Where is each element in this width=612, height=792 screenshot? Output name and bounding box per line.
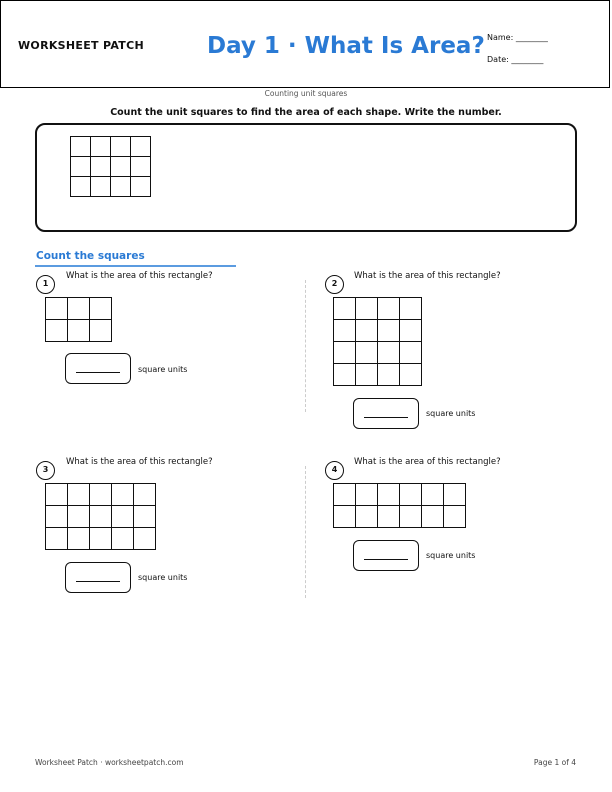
footer-source: Worksheet Patch · worksheetpatch.com bbox=[35, 758, 184, 767]
unit-square bbox=[355, 363, 378, 386]
unit-square bbox=[67, 505, 90, 528]
unit-square bbox=[70, 156, 91, 177]
unit-square bbox=[67, 483, 90, 506]
page-title: Day 1 · What Is Area? bbox=[207, 33, 485, 59]
example-grid bbox=[70, 136, 154, 199]
unit-square bbox=[111, 505, 134, 528]
problem-question: What is the area of this rectangle? bbox=[66, 271, 213, 281]
answer-blank bbox=[76, 581, 120, 582]
column-divider bbox=[305, 280, 306, 412]
problem-number-badge: 3 bbox=[36, 461, 55, 480]
unit-square bbox=[89, 527, 112, 550]
unit-square bbox=[89, 483, 112, 506]
unit-square bbox=[443, 505, 466, 528]
problem-question: What is the area of this rectangle? bbox=[354, 457, 501, 467]
unit-square bbox=[90, 136, 111, 157]
units-label: square units bbox=[426, 409, 476, 418]
unit-square bbox=[90, 176, 111, 197]
unit-square bbox=[133, 483, 156, 506]
footer-page-number: Page 1 of 4 bbox=[533, 758, 576, 767]
units-label: square units bbox=[138, 573, 188, 582]
unit-square bbox=[355, 505, 378, 528]
problem-question: What is the area of this rectangle? bbox=[66, 457, 213, 467]
unit-square bbox=[67, 319, 90, 342]
brand-name: WORKSHEET PATCH bbox=[18, 39, 144, 52]
name-field-label: Name: ________ bbox=[487, 33, 548, 42]
unit-square bbox=[89, 319, 112, 342]
unit-square bbox=[67, 527, 90, 550]
unit-square bbox=[399, 363, 422, 386]
worksheet-header bbox=[0, 0, 610, 88]
unit-square bbox=[443, 483, 466, 506]
problem-grid bbox=[333, 297, 425, 389]
unit-square bbox=[110, 156, 131, 177]
unit-square bbox=[130, 136, 151, 157]
page-subtitle: Counting unit squares bbox=[264, 89, 348, 98]
unit-square bbox=[45, 297, 68, 320]
unit-square bbox=[70, 136, 91, 157]
problem-grid bbox=[45, 297, 114, 343]
unit-square bbox=[130, 176, 151, 197]
unit-square bbox=[70, 176, 91, 197]
answer-blank bbox=[76, 372, 120, 373]
problem-number-badge: 4 bbox=[325, 461, 344, 480]
unit-square bbox=[110, 176, 131, 197]
unit-square bbox=[89, 297, 112, 320]
problem-question: What is the area of this rectangle? bbox=[354, 271, 501, 281]
answer-box[interactable] bbox=[353, 398, 419, 429]
unit-square bbox=[333, 319, 356, 342]
unit-square bbox=[111, 527, 134, 550]
unit-square bbox=[377, 297, 400, 320]
unit-square bbox=[399, 319, 422, 342]
problem-number-badge: 2 bbox=[325, 275, 344, 294]
unit-square bbox=[90, 156, 111, 177]
unit-square bbox=[377, 483, 400, 506]
unit-square bbox=[89, 505, 112, 528]
unit-square bbox=[399, 505, 422, 528]
example-box bbox=[35, 123, 577, 232]
unit-square bbox=[399, 483, 422, 506]
unit-square bbox=[355, 483, 378, 506]
unit-square bbox=[45, 319, 68, 342]
unit-square bbox=[67, 297, 90, 320]
unit-square bbox=[333, 297, 356, 320]
unit-square bbox=[333, 363, 356, 386]
answer-blank bbox=[364, 417, 408, 418]
answer-box[interactable] bbox=[353, 540, 419, 571]
answer-box[interactable] bbox=[65, 562, 131, 593]
unit-square bbox=[333, 505, 356, 528]
column-divider bbox=[305, 466, 306, 598]
instructions: Count the unit squares to find the area of each shape. Write the number. bbox=[110, 107, 502, 118]
unit-square bbox=[45, 483, 68, 506]
section-title: Count the squares bbox=[36, 250, 145, 262]
unit-square bbox=[377, 505, 400, 528]
unit-square bbox=[421, 505, 444, 528]
answer-box[interactable] bbox=[65, 353, 131, 384]
unit-square bbox=[333, 341, 356, 364]
unit-square bbox=[333, 483, 356, 506]
units-label: square units bbox=[138, 365, 188, 374]
unit-square bbox=[377, 363, 400, 386]
unit-square bbox=[133, 505, 156, 528]
unit-square bbox=[399, 341, 422, 364]
unit-square bbox=[377, 319, 400, 342]
problem-grid bbox=[45, 483, 160, 552]
unit-square bbox=[377, 341, 400, 364]
date-field-label: Date: ________ bbox=[487, 55, 544, 64]
units-label: square units bbox=[426, 551, 476, 560]
unit-square bbox=[421, 483, 444, 506]
unit-square bbox=[355, 297, 378, 320]
answer-blank bbox=[364, 559, 408, 560]
unit-square bbox=[110, 136, 131, 157]
section-underline bbox=[35, 265, 236, 267]
unit-square bbox=[399, 297, 422, 320]
unit-square bbox=[130, 156, 151, 177]
unit-square bbox=[45, 527, 68, 550]
problem-grid bbox=[333, 483, 471, 529]
problem-number-badge: 1 bbox=[36, 275, 55, 294]
unit-square bbox=[45, 505, 68, 528]
unit-square bbox=[355, 341, 378, 364]
unit-square bbox=[111, 483, 134, 506]
unit-square bbox=[355, 319, 378, 342]
unit-square bbox=[133, 527, 156, 550]
